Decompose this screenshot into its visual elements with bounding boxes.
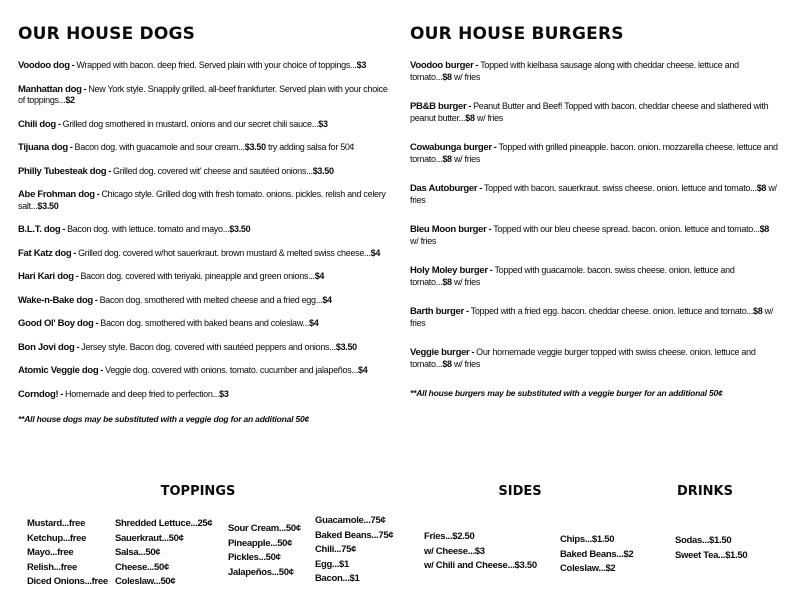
item-suffix: w/ fries <box>410 235 437 246</box>
item-name: Hari Kari dog <box>18 271 74 282</box>
sides-item: Baked Beans...$2 <box>560 548 634 560</box>
item-suffix: try adding salsa for 50¢ <box>265 142 355 152</box>
item-description: Wrapped with bacon. deep fried. Served plain with your choice of toppings... <box>76 60 357 70</box>
dogs-section <box>18 24 390 424</box>
item-description: Bacon dog. covered with teriyaki. pineapple and green onions... <box>80 271 315 281</box>
item-price: $8 <box>753 306 763 316</box>
item-price: $8 <box>442 153 452 164</box>
item-description: Jersey style. Bacon dog. covered with sautéed peppers and onions... <box>81 341 336 352</box>
item-suffix: w/ fries <box>410 183 777 205</box>
menu-item-holy-moley-burger <box>410 265 778 288</box>
toppings-item: Shredded Lettuce...25¢ <box>115 518 213 529</box>
drinks-item: Sodas...$1.50 <box>675 535 732 546</box>
sides-item: Fries...$2.50 <box>424 531 475 542</box>
item-suffix: w/ fries <box>451 276 481 287</box>
item-name: Tijuana dog <box>18 142 68 153</box>
item-suffix: w/ fries <box>451 358 481 369</box>
item-name: Philly Tubesteak dog <box>18 165 107 177</box>
toppings-item: Baked Beans...75¢ <box>315 529 394 541</box>
item-separator: - <box>471 347 475 357</box>
item-price: $8 <box>756 183 767 193</box>
item-separator: - <box>108 165 112 176</box>
toppings-item: Ketchup...free <box>27 532 87 544</box>
item-description: Topped with grilled pineapple. bacon. onion. mozzarella cheese. lettuce and tomato... <box>410 142 778 164</box>
menu-item-bon-jovi-dog <box>18 342 390 354</box>
burgers-section <box>410 24 778 398</box>
item-separator: - <box>73 247 77 258</box>
item-name: Bon Jovi dog <box>18 341 75 353</box>
menu-item-blt-dog <box>18 224 390 236</box>
menu-item-hari-kari-dog <box>18 271 390 283</box>
item-name: PB&B burger <box>410 101 467 112</box>
drinks-title: DRINKS <box>677 484 733 499</box>
item-price: $3.50 <box>229 224 251 234</box>
item-description: Topped with guacamole. bacon. swiss cheese. onion. lettuce and tomato... <box>410 265 735 287</box>
item-price: $8 <box>442 71 452 82</box>
toppings-column-3 <box>228 522 301 580</box>
menu-item-good-ol-boy-dog <box>18 318 390 330</box>
item-description: Grilled dog. covered w/hot sauerkraut. brown mustard & melted swiss cheese... <box>78 247 371 258</box>
item-price: $3 <box>318 118 328 129</box>
item-name: Bleu Moon burger <box>410 224 487 235</box>
sides-column-2 <box>560 533 633 577</box>
toppings-item: Bacon...$1 <box>315 573 360 584</box>
menu-item-abe-frohman-dog <box>18 189 390 212</box>
item-name: Fat Katz dog <box>18 247 72 259</box>
toppings-item: Chili...75¢ <box>315 544 357 555</box>
item-name: Abe Frohman dog <box>18 189 95 200</box>
item-separator: - <box>71 60 75 70</box>
item-description: Bacon dog. with lettuce. tomato and mayo... <box>67 224 230 234</box>
menu-item-corndog <box>18 389 390 401</box>
item-price: $8 <box>442 276 452 287</box>
sides-column-1 <box>424 530 537 574</box>
toppings-item: Mustard...free <box>27 518 86 529</box>
item-price: $3.50 <box>335 341 357 352</box>
item-description: New York style. Snappily grilled. all-beef frankfurter. Served plain with your choice of toppings... <box>18 83 388 105</box>
item-description: Topped with kielbasa sausage along with cheddar cheese. lettuce and tomato... <box>410 60 739 82</box>
item-name: Chili dog <box>18 118 56 130</box>
dogs-footnote: **All house dogs may be substituted with a veggie dog for an additional 50¢ <box>18 414 310 424</box>
item-separator: - <box>465 306 469 316</box>
item-suffix: w/ fries <box>451 153 481 164</box>
sides-item: w/ Cheese...$3 <box>424 545 485 557</box>
item-description: Grilled dog. covered wit' cheese and sautéed onions... <box>113 165 313 176</box>
item-separator: - <box>95 318 99 328</box>
menu-item-tijuana-dog <box>18 142 390 154</box>
item-separator: - <box>94 294 98 305</box>
item-name: B.L.T. dog <box>18 224 61 235</box>
item-description: Grilled dog smothered in mustard. onions and our secret chili sauce... <box>62 118 319 129</box>
toppings-item: Relish...free <box>27 561 77 573</box>
item-separator: - <box>75 271 79 281</box>
item-name: Holy Moley burger <box>410 265 488 276</box>
toppings-item: Egg...$1 <box>315 558 350 570</box>
sides-item: Chips...$1.50 <box>560 534 615 545</box>
item-price: $2 <box>65 95 75 105</box>
menu-item-das-autoburger <box>410 183 778 206</box>
toppings-item: Pineapple...50¢ <box>228 537 293 549</box>
toppings-item: Cheese...50¢ <box>115 561 169 573</box>
item-description: Bacon dog. with guacamole and sour cream... <box>74 142 245 152</box>
item-description: Topped with our bleu cheese spread. bacon. onion. lettuce and tomato... <box>493 224 760 234</box>
item-description: Our homemade veggie burger topped with swiss cheese. onion. lettuce and tomato... <box>410 347 756 369</box>
item-name: Corndog! <box>18 388 59 400</box>
item-description: Homemade and deep fried to perfection... <box>65 388 220 399</box>
item-name: Das Autoburger <box>410 183 478 194</box>
menu-item-philly-tubesteak-dog <box>18 166 390 178</box>
menu-item-barth-burger <box>410 306 778 329</box>
item-description: Bacon dog. smothered with baked beans and coleslaw... <box>100 318 310 328</box>
item-separator: - <box>57 118 61 129</box>
item-price: $8 <box>465 112 475 123</box>
item-name: Good Ol' Boy dog <box>18 318 94 329</box>
dogs-section-title: OUR HOUSE DOGS <box>18 24 196 44</box>
burgers-section-title: OUR HOUSE BURGERS <box>410 24 624 44</box>
menu-item-veggie-burger <box>410 347 778 370</box>
item-separator: - <box>96 189 100 199</box>
item-price: $4 <box>309 318 319 328</box>
item-separator: - <box>83 83 87 94</box>
item-separator: - <box>69 142 73 152</box>
item-description: Topped with a fried egg. bacon. cheddar cheese. onion. lettuce and tomato... <box>470 306 754 316</box>
toppings-item: Sauerkraut...50¢ <box>115 532 184 544</box>
drinks-item: Sweet Tea...$1.50 <box>675 549 748 561</box>
toppings-item: Coleslaw...50¢ <box>115 576 176 587</box>
item-separator: - <box>60 388 64 399</box>
toppings-item: Salsa...50¢ <box>115 547 161 558</box>
menu-item-voodoo-burger <box>410 60 778 83</box>
menu-item-cowabunga-burger <box>410 142 778 165</box>
item-description: Topped with bacon. sauerkraut. swiss cheese. onion. lettuce and tomato... <box>483 183 757 193</box>
item-price: $3.50 <box>244 142 266 152</box>
item-separator: - <box>479 183 482 193</box>
item-price: $3.50 <box>37 200 59 211</box>
toppings-column-1 <box>27 517 108 590</box>
item-price: $4 <box>358 365 368 375</box>
menu-item-chili-dog <box>18 119 390 131</box>
item-separator: - <box>62 224 66 234</box>
item-separator: - <box>468 101 472 111</box>
item-suffix: w/ fries <box>451 71 481 82</box>
item-name: Cowabunga burger <box>410 142 492 153</box>
item-price: $4 <box>314 271 325 281</box>
item-price: $3.50 <box>312 165 334 176</box>
item-price: $4 <box>322 294 332 305</box>
sides-item: Coleslaw...$2 <box>560 563 616 574</box>
item-price: $3 <box>356 60 367 70</box>
item-name: Voodoo dog <box>18 60 70 71</box>
menu-item-fat-katz-dog <box>18 248 390 260</box>
item-description: Veggie dog. covered with onions. tomato. cucumber and jalapeños... <box>105 365 358 375</box>
item-separator: - <box>489 265 493 275</box>
menu-item-wake-n-bake-dog <box>18 295 390 307</box>
toppings-item: Pickles...50¢ <box>228 552 281 563</box>
item-name: Veggie burger <box>410 347 470 358</box>
toppings-section <box>18 484 394 587</box>
item-description: Peanut Butter and Beef! Topped with bacon. cheddar cheese and slathered with peanut butter... <box>410 101 769 123</box>
drinks-column <box>675 534 747 563</box>
burgers-footnote: **All house burgers may be substituted with a veggie burger for an additional 50¢ <box>410 388 723 398</box>
toppings-item: Guacamole...75¢ <box>315 515 386 526</box>
item-separator: - <box>488 224 492 234</box>
menu-item-voodoo-dog <box>18 60 390 72</box>
item-price: $8 <box>759 224 770 234</box>
item-price: $8 <box>442 358 452 369</box>
menu-item-atomic-veggie-dog <box>18 365 390 377</box>
sides-item: w/ Chili and Cheese...$3.50 <box>424 560 537 571</box>
item-description: Chicago style. Grilled dog with fresh tomato. onions. pickles. relish and celery salt... <box>18 189 386 211</box>
toppings-title: TOPPINGS <box>160 484 236 499</box>
item-name: Atomic Veggie dog <box>18 365 99 376</box>
toppings-item: Sour Cream...50¢ <box>228 523 301 534</box>
toppings-item: Mayo...free <box>27 547 74 558</box>
item-separator: - <box>100 365 104 375</box>
sides-section <box>420 484 634 574</box>
toppings-column-4 <box>315 514 393 587</box>
item-separator: - <box>475 60 479 70</box>
item-description: Bacon dog. smothered with melted cheese and a fried egg... <box>99 294 323 305</box>
item-name: Wake-n-Bake dog <box>18 294 93 306</box>
menu-item-bleu-moon-burger <box>410 224 778 247</box>
sides-title: SIDES <box>498 484 542 499</box>
menu-item-pbb-burger <box>410 101 778 124</box>
toppings-item: Diced Onions...free <box>27 576 108 587</box>
item-name: Barth burger <box>410 306 464 317</box>
menu-item-manhattan-dog <box>18 84 390 107</box>
toppings-item: Jalapeños...50¢ <box>228 566 294 578</box>
item-name: Voodoo burger <box>410 60 474 71</box>
item-price: $4 <box>370 247 381 258</box>
item-suffix: w/ fries <box>474 112 503 123</box>
item-separator: - <box>76 341 80 352</box>
item-separator: - <box>493 142 497 152</box>
item-price: $3 <box>219 388 229 399</box>
item-name: Manhattan dog <box>18 83 82 95</box>
item-suffix: w/ fries <box>410 306 774 328</box>
toppings-column-2 <box>115 517 212 590</box>
drinks-section <box>640 484 770 561</box>
